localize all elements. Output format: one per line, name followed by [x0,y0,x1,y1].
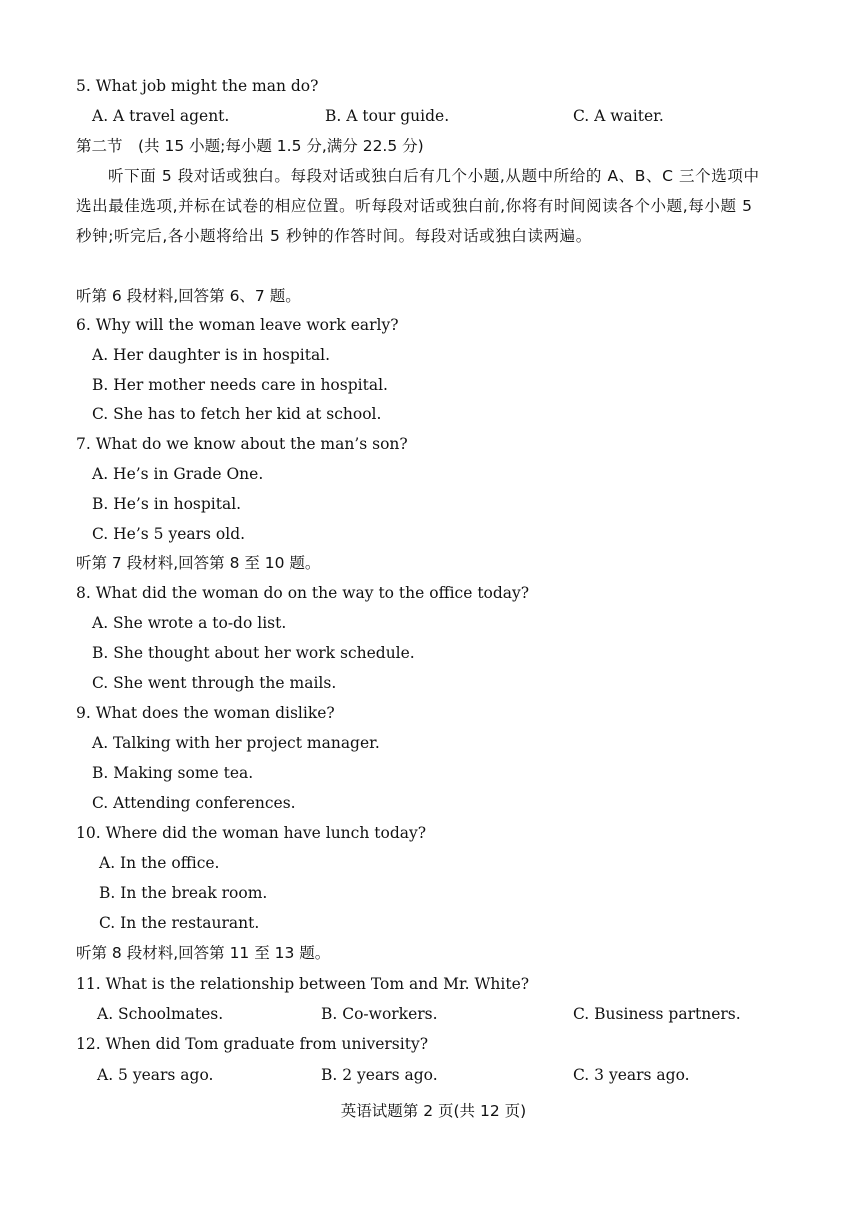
q11-option-b: B. Co-workers. [321,1005,438,1023]
q7-option-a: A. He’s in Grade One. [92,465,264,483]
q12-option-b: B. 2 years ago. [321,1066,438,1084]
page-footer: 英语试题第 2 页(共 12 页) [340,1102,527,1120]
q10-option-a: A. In the office. [99,854,220,872]
q8-option-a: A. She wrote a to-do list. [92,614,287,632]
q11-option-a: A. Schoolmates. [97,1005,224,1023]
q10-option-c: C. In the restaurant. [99,914,260,932]
q9-option-b: B. Making some tea. [92,764,254,782]
q12-option-c: C. 3 years ago. [573,1066,690,1084]
q11-option-c: C. Business partners. [573,1005,741,1023]
passage-8-intro: 听第 8 段材料,回答第 11 至 13 题。 [76,944,331,962]
q5-option-a: A. A travel agent. [92,107,230,125]
passage-6-intro: 听第 6 段材料,回答第 6、7 题。 [76,287,301,305]
q6-option-b: B. Her mother needs care in hospital. [92,376,388,394]
q7-option-c: C. He’s 5 years old. [92,525,246,543]
q7-option-b: B. He’s in hospital. [92,495,242,513]
section-2-heading: 第二节 (共 15 小题;每小题 1.5 分,满分 22.5 分) [76,137,424,155]
question-5: 5. What job might the man do? [76,77,319,95]
q6-option-a: A. Her daughter is in hospital. [92,346,331,364]
q8-option-c: C. She went through the mails. [92,674,337,692]
question-8: 8. What did the woman do on the way to the office today? [76,584,530,602]
q9-option-a: A. Talking with her project manager. [92,734,380,752]
question-12: 12. When did Tom graduate from university? [76,1035,429,1053]
question-6: 6. Why will the woman leave work early? [76,316,399,334]
q5-option-b: B. A tour guide. [325,107,450,125]
q6-option-c: C. She has to fetch her kid at school. [92,405,382,423]
question-9: 9. What does the woman dislike? [76,704,335,722]
question-11: 11. What is the relationship between Tom and Mr. White? [76,975,530,993]
q5-option-c: C. A waiter. [573,107,664,125]
section-2-instructions: 听下面 5 段对话或独白。每段对话或独白后有几个小题,从题中所给的 A、B、C 三个选项中选出最佳选项,并标在试卷的相应位置。听每段对话或独白前,你将有时间阅读各个小题,每小题 5 秒钟;听完后,各小题将给出 5 秒钟的作答时间。每段对话或独白读两遍。 [76,167,760,245]
passage-7-intro: 听第 7 段材料,回答第 8 至 10 题。 [76,554,321,572]
q9-option-c: C. Attending conferences. [92,794,296,812]
q10-option-b: B. In the break room. [99,884,268,902]
question-7: 7. What do we know about the man’s son? [76,435,408,453]
q12-option-a: A. 5 years ago. [97,1066,214,1084]
question-10: 10. Where did the woman have lunch today? [76,824,427,842]
q8-option-b: B. She thought about her work schedule. [92,644,415,662]
